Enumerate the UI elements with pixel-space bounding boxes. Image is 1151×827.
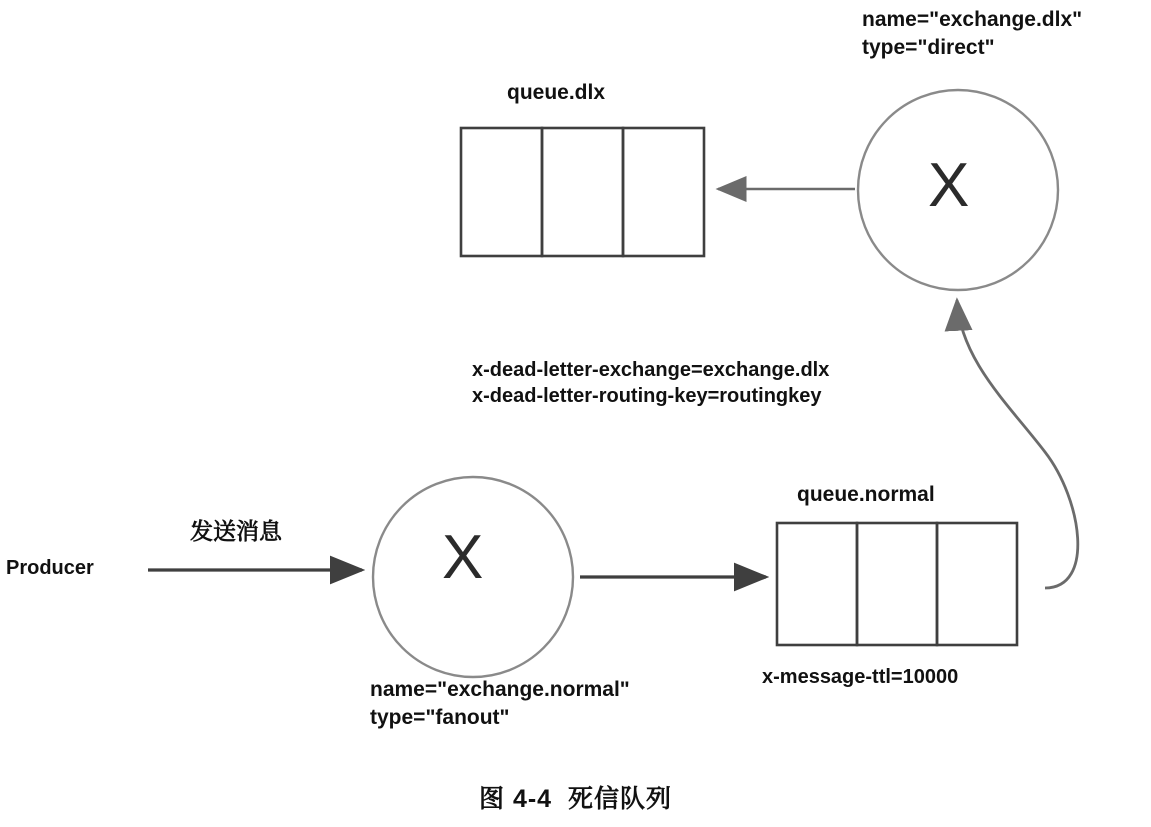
figure-caption: 图 4-4 死信队列	[479, 785, 672, 813]
dlx-exchange-type: type="direct"	[862, 35, 995, 59]
queue-dlx-label: queue.dlx	[507, 81, 606, 104]
dlx-exchange-annotation	[862, 6, 1082, 61]
producer-label: Producer	[6, 557, 94, 579]
normal-exchange-x-icon: X	[442, 523, 484, 592]
dead-letter-args-label	[472, 357, 829, 410]
normal-exchange-annotation	[370, 676, 630, 731]
queue-dlx-shape	[461, 128, 704, 256]
dlx-exchange-name: name="exchange.dlx"	[862, 8, 1083, 31]
dead-letter-exchange-arg: x-dead-letter-exchange=exchange.dlx	[472, 359, 830, 381]
queue-normal-shape	[777, 523, 1017, 645]
dlx-exchange-x-icon: X	[928, 151, 970, 220]
dead-letter-routing-key-arg: x-dead-letter-routing-key=routingkey	[472, 385, 822, 408]
queue-normal-label: queue.normal	[797, 483, 935, 506]
normal-exchange-name: name="exchange.normal"	[370, 678, 630, 701]
send-message-edge-label: 发送消息	[190, 518, 282, 544]
message-ttl-annotation: x-message-ttl=10000	[762, 666, 959, 688]
normal-exchange-type: type="fanout"	[370, 705, 510, 729]
